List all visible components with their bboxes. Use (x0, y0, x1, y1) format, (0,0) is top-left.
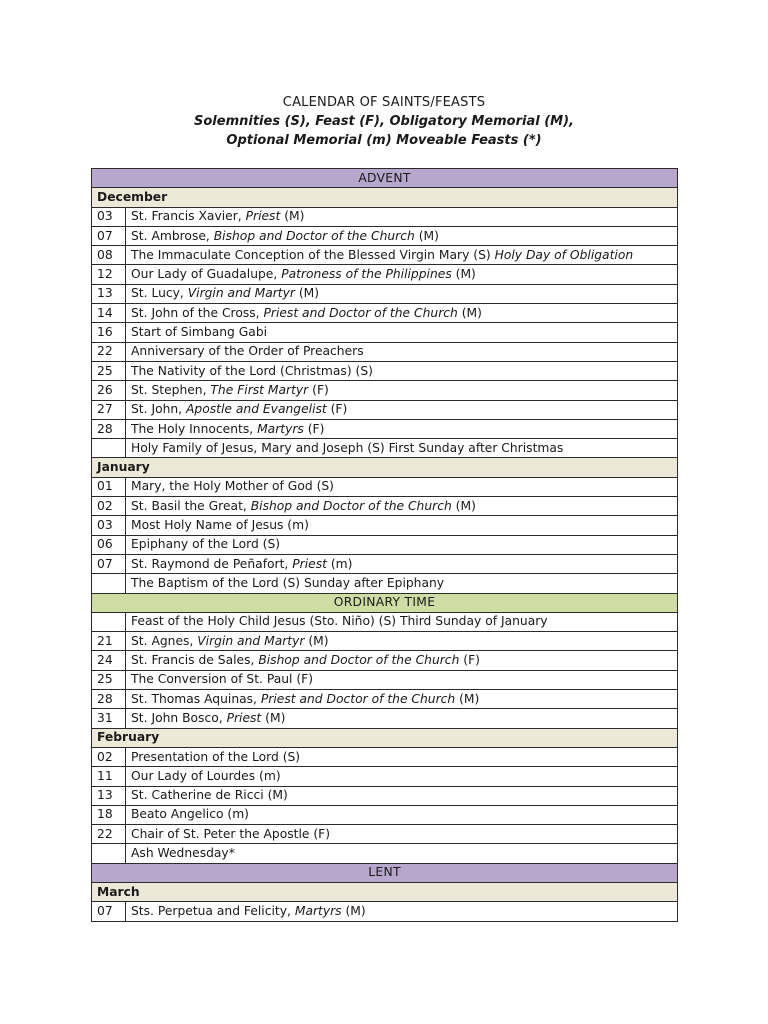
entry-day: 24 (92, 651, 126, 670)
entry-text: St. John of the Cross, (131, 305, 264, 320)
entry-description (126, 516, 678, 535)
legend-line-2: Optional Memorial (m) Moveable Feasts (*) (226, 133, 542, 148)
entry-day: 06 (92, 535, 126, 554)
entry-description (126, 342, 678, 361)
entry-day: 28 (92, 419, 126, 438)
entry-text: St. Basil the Great, (131, 498, 251, 513)
calendar-entry-row (92, 304, 678, 323)
entry-description (126, 612, 678, 631)
entry-description (126, 574, 678, 593)
calendar-entry-row (92, 805, 678, 824)
entry-description (126, 439, 678, 458)
month-header-row (92, 728, 678, 747)
calendar-entry-row (92, 651, 678, 670)
entry-text: St. Lucy, (131, 286, 188, 301)
entry-title-italic: Apostle and Evangelist (186, 402, 327, 417)
calendar-entry-row (92, 690, 678, 709)
entry-text: (M) (451, 498, 476, 513)
entry-day: 07 (92, 554, 126, 573)
entry-text: Ash Wednesday* (131, 846, 235, 861)
entry-day: 21 (92, 632, 126, 651)
calendar-entry-row (92, 419, 678, 438)
calendar-entry-row (92, 902, 678, 921)
entry-description (126, 651, 678, 670)
calendar-entry-row (92, 844, 678, 863)
entry-day: 16 (92, 323, 126, 342)
entry-title-italic: Priest (292, 556, 327, 571)
season-label: ADVENT (92, 169, 678, 188)
entry-text: Anniversary of the Order of Preachers (131, 344, 364, 359)
entry-description (126, 323, 678, 342)
calendar-entry-row (92, 439, 678, 458)
calendar-entry-row (92, 747, 678, 766)
document-title: CALENDAR OF SAINTS/FEASTS (282, 95, 486, 110)
entry-day: 02 (92, 747, 126, 766)
entry-description (126, 805, 678, 824)
entry-text: Epiphany of the Lord (S) (131, 537, 281, 552)
entry-day (92, 844, 126, 863)
document-header (0, 93, 768, 150)
calendar-entry-row (92, 825, 678, 844)
entry-text: The Holy Innocents, (131, 421, 258, 436)
entry-description (126, 207, 678, 226)
entry-title-italic: Bishop and Doctor of the Church (258, 653, 460, 668)
entry-text: Beato Angelico (m) (131, 807, 249, 822)
entry-text: (M) (261, 710, 286, 725)
entry-text: (M) (304, 633, 329, 648)
entry-day: 03 (92, 516, 126, 535)
entry-title-italic: The First Martyr (210, 382, 309, 397)
calendar-entry-row (92, 497, 678, 516)
entry-text: (F) (459, 653, 480, 668)
entry-text: The Conversion of St. Paul (F) (131, 672, 314, 687)
entry-description (126, 265, 678, 284)
entry-description (126, 632, 678, 651)
entry-description (126, 400, 678, 419)
entry-text: (F) (303, 421, 325, 436)
entry-description (126, 786, 678, 805)
entry-text: St. Francis Xavier, (131, 209, 246, 224)
entry-description (126, 284, 678, 303)
calendar-body (92, 169, 678, 922)
entry-title-italic: Virgin and Martyr (187, 286, 295, 301)
month-label: March (92, 882, 678, 901)
entry-description (126, 535, 678, 554)
entry-text: Mary, the Holy Mother of God (S) (131, 479, 334, 494)
entry-title-italic: Bishop and Doctor of the Church (250, 498, 452, 513)
entry-day: 12 (92, 265, 126, 284)
entry-day: 22 (92, 825, 126, 844)
season-label: LENT (92, 863, 678, 882)
calendar-entry-row (92, 381, 678, 400)
entry-day: 22 (92, 342, 126, 361)
entry-day: 27 (92, 400, 126, 419)
entry-day: 18 (92, 805, 126, 824)
entry-text: St. Thomas Aquinas, (131, 691, 261, 706)
entry-text: Start of Simbang Gabi (131, 325, 268, 340)
calendar-entry-row (92, 786, 678, 805)
entry-description (126, 246, 678, 265)
entry-day: 28 (92, 690, 126, 709)
calendar-entry-row (92, 554, 678, 573)
calendar-entry-row (92, 632, 678, 651)
entry-title-italic: Holy Day of Obligation (494, 247, 634, 262)
entry-text: Presentation of the Lord (S) (131, 749, 301, 764)
entry-description (126, 767, 678, 786)
month-header-row (92, 188, 678, 207)
month-header-row (92, 882, 678, 901)
season-label: ORDINARY TIME (92, 593, 678, 612)
entry-description (126, 747, 678, 766)
entry-description (126, 419, 678, 438)
entry-title-italic: Martyrs (257, 421, 304, 436)
entry-text: (M) (341, 903, 366, 918)
calendar-entry-row (92, 284, 678, 303)
entry-day (92, 612, 126, 631)
entry-description (126, 825, 678, 844)
entry-text: (M) (451, 267, 476, 282)
calendar-entry-row (92, 709, 678, 728)
calendar-entry-row (92, 767, 678, 786)
entry-text: St. Agnes, (131, 633, 198, 648)
entry-description (126, 381, 678, 400)
entry-text: Holy Family of Jesus, Mary and Joseph (S) First Sunday after Christmas (131, 440, 564, 455)
entry-text: Our Lady of Guadalupe, (131, 267, 282, 282)
entry-description (126, 304, 678, 323)
entry-text: St. John, (131, 402, 186, 417)
calendar-entry-row (92, 516, 678, 535)
entry-title-italic: Patroness of the Philippines (281, 267, 452, 282)
entry-day: 07 (92, 902, 126, 921)
entry-day: 13 (92, 786, 126, 805)
entry-text: St. Raymond de Peñafort, (131, 556, 293, 571)
entry-day: 08 (92, 246, 126, 265)
entry-description (126, 226, 678, 245)
entry-title-italic: Priest and Doctor of the Church (260, 691, 456, 706)
season-header-row (92, 863, 678, 882)
entry-title-italic: Martyrs (294, 903, 342, 918)
entry-text: (M) (294, 286, 320, 301)
entry-day: 03 (92, 207, 126, 226)
entry-text: Chair of St. Peter the Apostle (F) (131, 826, 331, 841)
entry-text: The Baptism of the Lord (S) Sunday after Epiphany (131, 575, 445, 590)
entry-text: Feast of the Holy Child Jesus (Sto. Niño) (S) Third Sunday of January (131, 614, 548, 629)
entry-description (126, 844, 678, 863)
calendar-entry-row (92, 342, 678, 361)
calendar-entry-row (92, 323, 678, 342)
month-label: January (92, 458, 678, 477)
entry-day (92, 574, 126, 593)
entry-day: 25 (92, 670, 126, 689)
entry-title-italic: Virgin and Martyr (197, 633, 305, 648)
entry-text: St. Ambrose, (131, 228, 214, 243)
entry-text: St. Francis de Sales, (131, 653, 259, 668)
calendar-entry-row (92, 265, 678, 284)
calendar-entry-row (92, 670, 678, 689)
legend-line-1: Solemnities (S), Feast (F), Obligatory Memorial (M), (194, 114, 574, 129)
entry-text: Most Holy Name of Jesus (m) (131, 517, 309, 532)
entry-day: 02 (92, 497, 126, 516)
entry-text: (M) (414, 228, 439, 243)
month-header-row (92, 458, 678, 477)
entry-text: (M) (280, 209, 305, 224)
calendar-entry-row (92, 477, 678, 496)
calendar-entry-row (92, 246, 678, 265)
entry-description (126, 477, 678, 496)
entry-day: 11 (92, 767, 126, 786)
calendar-entry-row (92, 226, 678, 245)
calendar-table (91, 168, 678, 922)
entry-text: (m) (326, 556, 353, 571)
entry-day: 25 (92, 361, 126, 380)
entry-day: 31 (92, 709, 126, 728)
entry-text: Sts. Perpetua and Felicity, (131, 903, 295, 918)
month-label: December (92, 188, 678, 207)
entry-title-italic: Priest (226, 710, 262, 725)
entry-text: St. John Bosco, (131, 710, 227, 725)
calendar-entry-row (92, 400, 678, 419)
season-header-row (92, 593, 678, 612)
entry-text: Our Lady of Lourdes (m) (131, 768, 281, 783)
calendar-entry-row (92, 574, 678, 593)
entry-text: St. Catherine de Ricci (M) (131, 788, 288, 803)
entry-day: 01 (92, 477, 126, 496)
entry-text: The Immaculate Conception of the Blessed Virgin Mary (S) (131, 247, 495, 262)
entry-description (126, 361, 678, 380)
entry-text: (F) (308, 382, 329, 397)
entry-title-italic: Priest and Doctor of the Church (263, 305, 458, 320)
season-header-row (92, 169, 678, 188)
entry-day: 14 (92, 304, 126, 323)
entry-day: 13 (92, 284, 126, 303)
month-label: February (92, 728, 678, 747)
entry-description (126, 690, 678, 709)
entry-title-italic: Priest (245, 209, 281, 224)
entry-day: 26 (92, 381, 126, 400)
entry-description (126, 902, 678, 921)
entry-day: 07 (92, 226, 126, 245)
calendar-entry-row (92, 361, 678, 380)
entry-text: (F) (326, 402, 348, 417)
entry-title-italic: Bishop and Doctor of the Church (213, 228, 415, 243)
entry-description (126, 497, 678, 516)
calendar-entry-row (92, 207, 678, 226)
entry-text: The Nativity of the Lord (Christmas) (S) (131, 363, 373, 378)
entry-text: (M) (455, 691, 480, 706)
calendar-entry-row (92, 612, 678, 631)
entry-description (126, 554, 678, 573)
entry-day (92, 439, 126, 458)
calendar-entry-row (92, 535, 678, 554)
entry-text: St. Stephen, (131, 382, 211, 397)
entry-description (126, 709, 678, 728)
entry-text: (M) (457, 305, 482, 320)
entry-description (126, 670, 678, 689)
